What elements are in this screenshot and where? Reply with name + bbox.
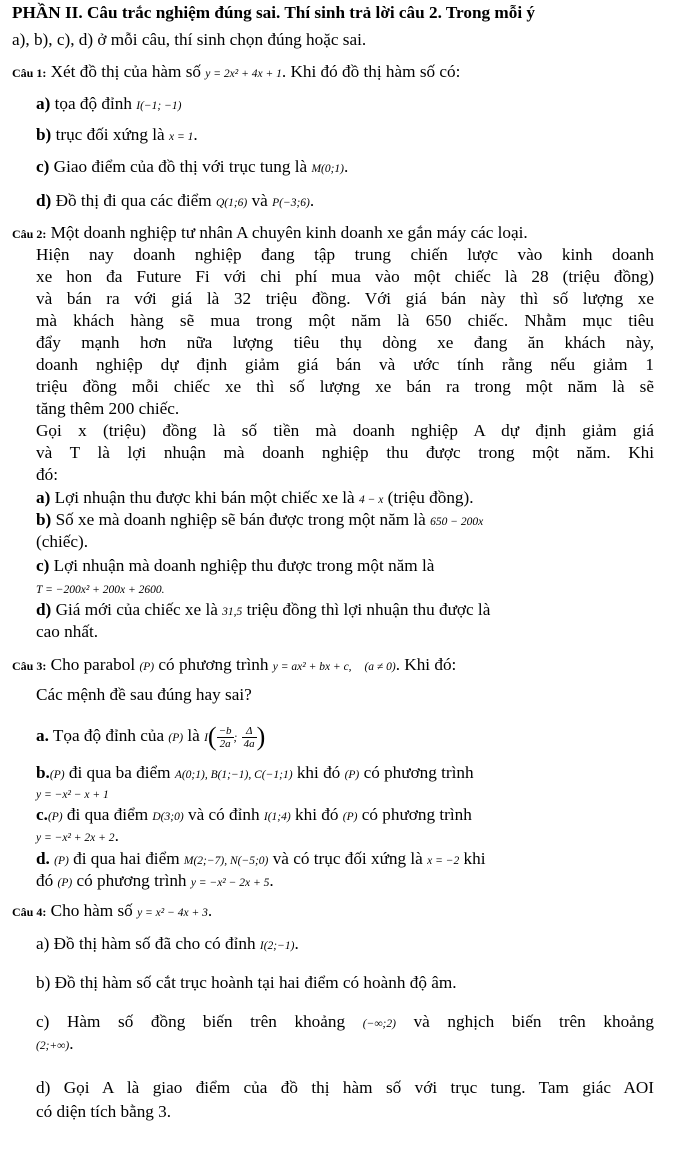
q4-option-c: c) Hàm số đồng biến trên khoảng (−∞;2) và nghịch biến trên khoảng <box>36 1012 654 1031</box>
q4-option-d: d) Gọi A là giao điểm của đồ thị hàm số với trục tung. Tam giác AOI <box>36 1078 654 1097</box>
q4-label: Câu 4: <box>12 905 47 919</box>
vertex-y-fraction: $\frac{\Delta}{4a}$ <box>243 724 255 750</box>
q3-option-b-equation: y = −x² − x + 1 <box>36 789 109 801</box>
q2-stem-line: mà khách hàng sẽ mua trong một năm là 650 chiếc. Nhằm mục tiêu <box>36 311 654 330</box>
q3-option-c-equation: y = −x² + 2x + 2. <box>36 826 119 845</box>
q2-option-c-formula: T = −200x² + 200x + 2600. <box>36 584 165 596</box>
q1-stem: Câu 1: Xét đồ thị của hàm số y = 2x² + 4x + 1. Khi đó đồ thị hàm số có: <box>12 62 461 81</box>
q2-option-d: d) Giá mới của chiếc xe là 31,5 triệu đồng thì lợi nhuận thu được là <box>36 600 491 619</box>
q2-stem-line: và T là lợi nhuận mà doanh nghiệp thu được trong một năm. Khi <box>36 443 654 462</box>
q3-option-d: d. (P) đi qua hai điểm M(2;−7), N(−5;0) và có trục đối xứng là x = −2 khi <box>36 849 486 868</box>
q3-label: Câu 3: <box>12 659 47 673</box>
q2-stem-line: và bán ra với giá là 32 triệu đồng. Với giá bán này thì số lượng xe <box>36 289 654 308</box>
q2-option-d-line2: cao nhất. <box>36 622 99 641</box>
q2-stem-line: tăng thêm 200 chiếc. <box>36 399 180 418</box>
q2-option-a: a) Lợi nhuận thu được khi bán một chiếc xe là 4 − x (triệu đồng). <box>36 488 474 507</box>
section-header-line1: PHẦN II. Câu trắc nghiệm đúng sai. Thí sinh trả lời câu 2. Trong mỗi ý <box>12 3 535 22</box>
q4-stem: Câu 4: Cho hàm số y = x² − 4x + 3. <box>12 901 213 920</box>
q2-stem-line: Câu 2: Một doanh nghiệp tư nhân A chuyên kinh doanh xe gắn máy các loại. <box>12 223 528 242</box>
q2-stem-line: doanh nghiệp dự định giảm giá bán và ước tính rằng nếu giảm 1 <box>36 355 654 374</box>
vertex-x-fraction: $\frac{-b}{2a}$ <box>218 724 232 750</box>
q2-stem-line: đó: <box>36 465 58 484</box>
q1-label: Câu 1: <box>12 66 47 80</box>
q4-option-b: b) Đồ thị hàm số cắt trục hoành tại hai điểm có hoành độ âm. <box>36 973 457 992</box>
q4-option-c-line2: (2;+∞). <box>36 1034 74 1053</box>
q1-function: y = 2x² + 4x + 1 <box>205 68 282 80</box>
q2-option-b-line2: (chiếc). <box>36 532 88 551</box>
q2-stem-line: triệu đồng mỗi chiếc xe thì số lượng xe bán ra trong một năm là sẽ <box>36 377 654 396</box>
q2-option-b: b) Số xe mà doanh nghiệp sẽ bán được trong một năm là 650 − 200x <box>36 510 484 529</box>
q3-option-b: b.(P) đi qua ba điểm A(0;1), B(1;−1), C(−1;1) khi đó (P) có phương trình <box>36 763 474 782</box>
q2-label: Câu 2: <box>12 227 47 241</box>
q4-option-a: a) Đồ thị hàm số đã cho có đỉnh I(2;−1). <box>36 934 299 953</box>
q2-stem-line: Hiện nay doanh nghiệp đang tập trung chiến lược vào kinh doanh <box>36 245 654 264</box>
q4-option-d-line2: có diện tích bằng 3. <box>36 1102 172 1121</box>
q3-subprompt: Các mệnh đề sau đúng hay sai? <box>36 685 252 704</box>
q1-option-d: d) Đồ thị đi qua các điểm Q(1;6) và P(−3;6). <box>36 191 315 210</box>
q3-option-a: a. Tọa độ đỉnh của (P) là I( $\frac{-b}{2a}$ ; $\frac{\Delta}{4a}$ ) <box>36 722 266 752</box>
section-header-line2: a), b), c), d) ở mỗi câu, thí sinh chọn đúng hoặc sai. <box>12 30 367 49</box>
q2-stem-line: xe hon đa Future Fi với chi phí mua vào một chiếc là 28 (triệu đồng) <box>36 267 654 286</box>
q2-stem-line: đẩy mạnh hơn nữa lượng tiêu thụ dòng xe đang ăn khách này, <box>36 333 654 352</box>
q3-option-d-line2: đó (P) có phương trình y = −x² − 2x + 5. <box>36 871 274 890</box>
q1-option-b: b) trục đối xứng là x = 1. <box>36 125 198 144</box>
q1-option-a: a) tọa độ đỉnh I(−1; −1) <box>36 94 182 113</box>
q3-stem: Câu 3: Cho parabol (P) có phương trình y = ax² + bx + c, (a ≠ 0). Khi đó: <box>12 655 457 674</box>
q2-option-c: c) Lợi nhuận mà doanh nghiệp thu được trong một năm là <box>36 556 435 575</box>
q3-option-c: c.(P) đi qua điểm D(3;0) và có đỉnh I(1;4) khi đó (P) có phương trình <box>36 805 472 824</box>
q1-option-c: c) Giao điểm của đồ thị với trục tung là M(0;1). <box>36 157 349 176</box>
q2-stem-line: Gọi x (triệu) đồng là số tiền mà doanh nghiệp A dự định giảm giá <box>36 421 654 440</box>
